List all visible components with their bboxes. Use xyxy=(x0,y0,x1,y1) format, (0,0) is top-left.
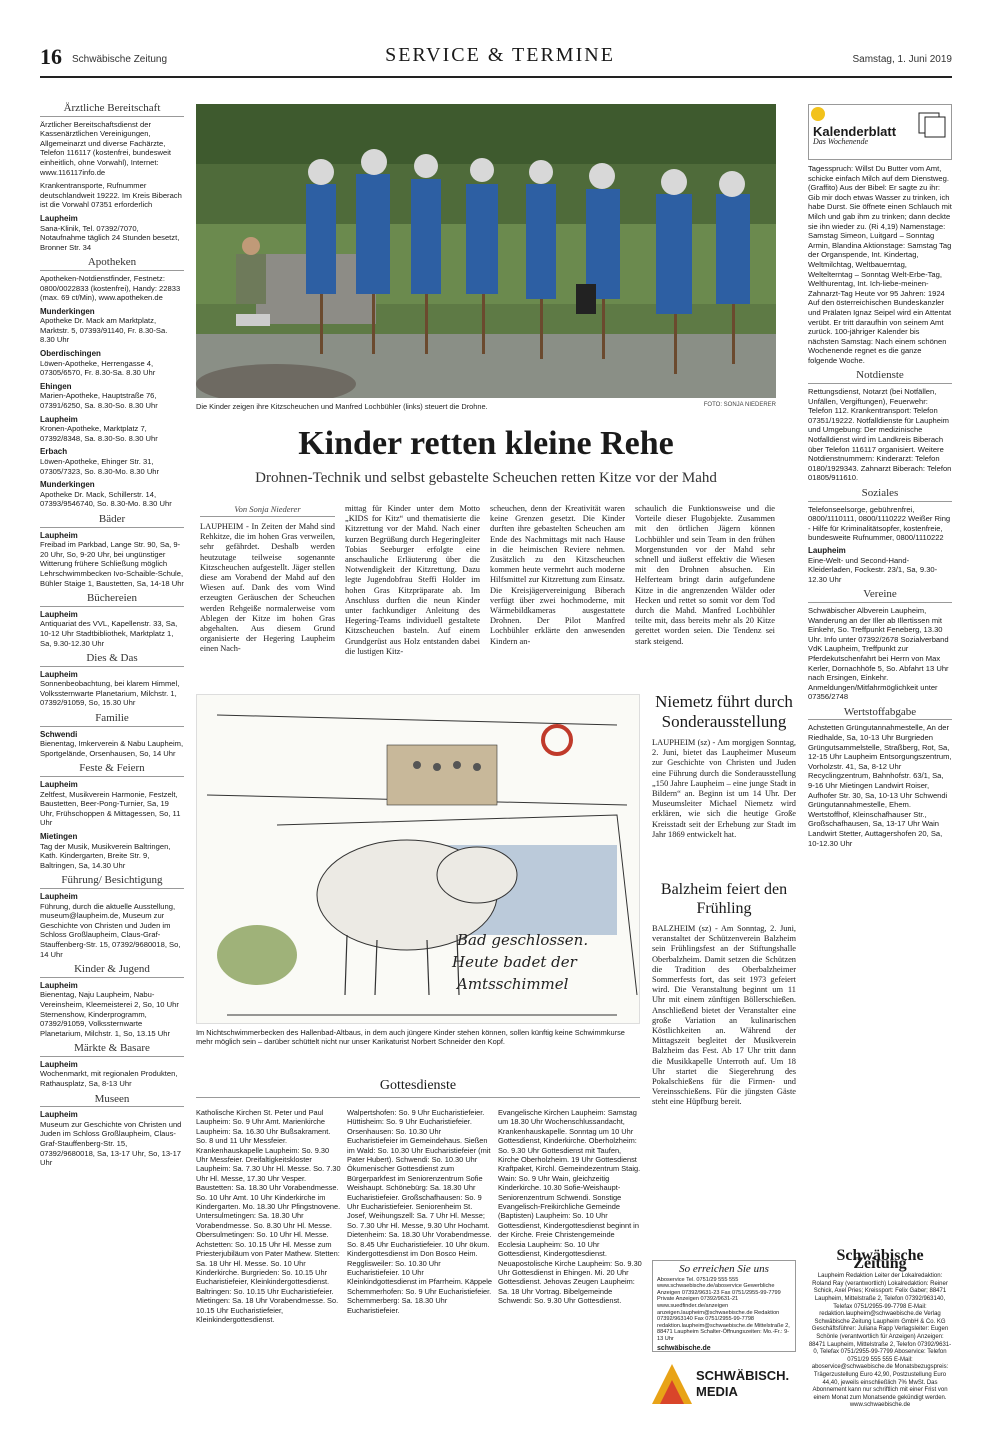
category-heading: Wertstoffabgabe xyxy=(808,708,952,721)
masthead xyxy=(40,40,952,78)
place-heading: Laupheim xyxy=(40,780,78,790)
gottesdienste-column-1: Katholische Kirchen St. Peter und Paul Laupheim: So. 9 Uhr Amt. Marienkirche Laupheim: Sa. 16.30 Uhr Bußsakrament. So. 8 und 11 Uhr Messfeier. Krankenhauskapelle Laupheim: So. 9.30 Uhr Messfeier. Dreifaltigkeitskloster Laupheim: Sa. 7.30 Uhr Hl. Messe. So. 7.30 Uhr Hl. Messe, 17.30 Uhr Vesper. Baustetten: Sa. 18.30 Uhr Vorabendmesse. So. 10 Uhr Amt. 10 Uhr Kinderkirche im Kindergarten. Mo. 18.30 Uhr Pfingstnovene. Untersulmetingen: Sa. 18.30 Uhr Vorabendmesse. So. 8.30 Uhr Hl. Messe. Obersulmetingen: So. 10 Uhr Hl. Messe. Achstetten: So. 10.15 Uhr Hl. Messe zum Priesterjubiläum von Pater Mathew. Stetten: Sa. 18 Uhr Hl. Messe. So. 10 Uhr Kinderkirche. Burgrieden: So. 10.15 Uhr Eucharistiefeier, Kleinkindergottesdienst. Baltringen: So. 10.15 Uhr Eucharistiefeier. Mietingen: Sa. 18 Uhr Vorabendmesse. So. 10.15 Uhr Eucharistiefeier, Kleinkindergottesdienst. xyxy=(196,1108,341,1324)
place-heading: Mietingen xyxy=(40,832,78,841)
place-heading: Oberdischingen xyxy=(40,349,101,359)
impressum xyxy=(808,1247,952,1410)
cartoon-scrawl-line-3: Amtsschimmel xyxy=(457,975,569,993)
cartoon xyxy=(196,694,640,1024)
listing-text: Löwen-Apotheke, Ehinger Str. 31, 07305/7323, So. 8.30-Mo. 8.30 Uhr xyxy=(40,457,160,476)
photo-caption xyxy=(196,402,776,411)
right-service-column xyxy=(808,104,952,851)
place-heading: Laupheim xyxy=(40,213,78,223)
category-heading: Ärztliche Bereitschaft xyxy=(40,104,184,117)
listing-text: Rettungsdienst, Notarzt (bei Notfällen, Unfällen, Vergiftungen), Feuerwehr: Telefon 112. Krankentransport: Telefon 07351/19222. Notfalldienste für Laupheim und Umgebung: Der medizinische Notfalldienst wird im Landkreis Biberach über Telefon 116117 organisiert. Weitere Notdienstnummern: Kinderarzt: Telefon 0180/1929343. Zahnarzt Biberach: Telefon 01805/911610. xyxy=(808,387,952,483)
caption-text: Die Kinder zeigen ihre Kitzscheuchen und Manfred Lochbühler (links) steuert die Drohne. xyxy=(196,402,488,411)
category-heading: Apotheken xyxy=(40,258,184,271)
place-heading: Ehingen xyxy=(40,381,72,391)
category-heading: Soziales xyxy=(808,489,952,502)
balzheim-headline: Balzheim feiert den Frühling xyxy=(660,881,788,917)
photo-illustration xyxy=(196,104,776,398)
photo-credit: FOTO: SONJA NIEDERER xyxy=(703,402,776,408)
cartoon-caption: Im Nichtschwimmerbecken des Hallenbad-Altbaus, in dem auch jüngere Kinder stehen können, sollen künftig keine Schwimmkurse mehr möglich sein – darüber schüttelt nicht nur unser Karikaturist Norbert Schneider den Kopf. xyxy=(196,1028,625,1047)
category-heading: Notdienste xyxy=(808,371,952,384)
listing-text: Museum zur Geschichte von Christen und Juden im Schloss Großlaupheim, Claus-Graf-Stauffenberg-Str. 15, 07392/9680018, Sa, 13-17 Uhr, So, 13-17 Uhr xyxy=(40,1119,182,1168)
cartoon-scrawl-line-1: Bad geschlossen. xyxy=(457,931,589,949)
listing-text: Ärztlicher Bereitschaftsdienst der Kassenärztlichen Vereinigungen, Allgemeinarzt und diverse Fachärzte, Telefon 116117 (kostenfrei, bundesweit einheitlich, ohne Vorwahl), Internet: www.116117info.de xyxy=(40,119,172,177)
issue-date: Samstag, 1. Juni 2019 xyxy=(852,54,952,65)
place-heading: Schwendi xyxy=(40,729,78,739)
place-heading: Munderkingen xyxy=(40,306,95,316)
kalenderblatt-title: Kalenderblatt xyxy=(813,124,897,139)
media-logo-icon xyxy=(652,1364,692,1404)
contact-box xyxy=(652,1260,796,1352)
listing-text: Antiquariat des VVL, Kapellenstr. 33, Sa, 10-12 Uhr Stadtbibliothek, Marktplatz 1, Sa, 9.30-12.30 Uhr xyxy=(40,619,178,648)
kalenderblatt-box xyxy=(808,104,952,160)
category-heading: Märkte & Basare xyxy=(40,1044,184,1057)
category-heading: Familie xyxy=(40,714,184,727)
gottesdienste-column-3: Evangelische Kirchen Laupheim: Samstag um 18.30 Uhr Wochenschlussandacht, Krankenhauskapelle. Sonntag um 10 Uhr Gottesdienst, Kinderkirche. Oberholzheim: So. 9.30 Uhr Gottesdienst mit Taufen, Kirche Oberholzheim. 19 Uhr Gottesdienst Kraftpaket, Kirchl. Gemeindezentrum Staig. Wain: So. 9 Uhr Wain, gleichzeitig Kinderkirche. 10.30 Sofie-Weishaupt-Seniorenzentrum Schwendi. Sonstige Evangelisch-Freikirchliche Gemeinde (Baptisten) Laupheim: So. 10 Uhr Gottesdienst, Kindergottesdienst beginnt in der Kirche. Freie Christengemeinde Ecclesia Laupheim: So. 10 Uhr Gottesdienst, Kindergottesdienst. Neuapostolische Kirche Laupheim: So. 9.30 Uhr Gottesdienst in Ehingen. Mi. 20 Uhr Gottesdienst. Jehovas Zeugen Laupheim: Sa. 18 Uhr Vortrag. Bibelgemeinde Schwendi: So. 9.30 Uhr Gottesdienst. xyxy=(498,1108,642,1306)
listing-text: Löwen-Apotheke, Herrengasse 4, 07305/6570, Fr. 8.30-Sa. 8.30 Uhr xyxy=(40,358,156,378)
listing-text: Sonnenbeobachtung, bei klarem Himmel, Volkssternwarte Planetarium, Milchstr. 1, 07392/91059, So, 15.30 Uhr xyxy=(40,679,180,708)
category-heading: Museen xyxy=(40,1095,184,1108)
listing-text: Sana-Klinik, Tel. 07392/7070, Notaufnahme täglich 24 Stunden besetzt, Bronner Str. 34 xyxy=(40,223,180,252)
cartoon-illustration xyxy=(197,695,640,1024)
listing-text: Führung, durch die aktuelle Ausstellung, museum@laupheim.de, Museum zur Geschichte von Christen und Juden im Schloss Großlaupheim, Claus-Graf-Stauffenberg-Str. 15, 07392/9680018, So, 14 Uhr xyxy=(40,901,181,959)
listing-text: Bienentag, Imkerverein & Nabu Laupheim, Sportgelände, Orsenhausen, So, 14 Uhr xyxy=(40,739,184,758)
article-column-2: mittag für Kinder unter dem Motto „KIDS for Kitz“ und thematisierte die Kitzrettung vor der Mahd. Nach einer kurzen Begrüßung durch Hegeringleiter Tobias Seeburger erfolgte eine anschauliche Erläuterung über die Notwendigkeit der Kitzrettung. Dazu legte Jugendobfrau Steffi Holder im hohen Gras Kitzpräparate ab. Im Anschluss durften die neun Kinder unter fachkundiger Anleitung des Hegering-Teams individuell gestaltete Kitzscheuchen basteln. Auf einem Grundgerüst aus Holz entstanden dabei die lustigen Kitz- xyxy=(345,504,480,656)
gottesdienste-title: Gottesdienste xyxy=(196,1078,640,1098)
contact-box-title: So erreichen Sie uns xyxy=(679,1263,769,1275)
category-heading: Kinder & Jugend xyxy=(40,965,184,978)
article-column-3: scheuchen, denn der Kreativität waren keine Grenzen gesetzt. Die Kinder durften ihre gebastelten Scheuchen am Ende des Nachmittags mit nach Hause in die heimischen Reviere nehmen. Zusätzlich zu den Kitzscheuchen kommen heute vermehrt auch moderne Hilfsmittel zur Kitzrettung zum Einsatz. Die Kreisjägervereinigung Biberach verfügt über zwei hochmoderne, mit Wärmebildkameras ausgestattete Drohnen. Der Pilot Manfred Lochbühler erklärte den anwesenden Kindern an- xyxy=(490,504,625,646)
sun-icon xyxy=(811,107,825,121)
article-headline: Kinder retten kleine Rehe xyxy=(298,425,674,462)
listing-text: Apotheke Dr. Mack am Marktplatz, Marktstr. 5, 07393/91140, Fr. 8.30-Sa. 8.30 Uhr xyxy=(40,316,168,345)
article-byline: Von Sonja Niederer xyxy=(200,504,335,517)
listing-text: Zeltfest, Musikverein Harmonie, Festzelt, Baustetten, Beer-Pong-Turnier, Sa, 19 Uhr, Frühschoppen & Mittagessen, So, 11 Uhr xyxy=(40,789,181,828)
website-link[interactable]: schwäbische.de xyxy=(657,1344,711,1352)
listing-text: Schwäbischer Albverein Laupheim, Wanderung an der Iller ab Illertissen mit Einkehr, So. Treffpunkt Feneberg, 13.30 Uhr. Info unter 07392/2678 Sozialverband VdK Laupheim, Treffpunkt zur Pferdekutschenfahrt bei Herrn von Max Kerler, Dornachhöfe 5, So. Abfahrt 13 Uhr nach Ersingen, Einkehr. Anmeldungen/Mitfahrmöglichkeit unter 07356/2748 xyxy=(808,605,949,702)
listing-text: Achstetten Grüngutannahmestelle, An der Riedhalde, Sa, 10-13 Uhr Burgrieden Grüngutsammelstelle, Straßberg, Rot, Sa, 12-15 Uhr Laupheim Entsorgungszentrum, Vorholzstr. 41, Sa, 8-12 Uhr Recyclingzentrum, Bahnhofstr. 63/1, Sa, 9-16 Uhr Mietingen Landwirt Roiser, Aufhofer Str. 30, Sa, 10-13 Uhr Schwendi Grüngutannahmestelle, Ehem. Wertstoffhof, Kleinschafhauser Str., Großschafhausen, Sa, 13-17 Uhr Wain Landwirt Stetter, Auttagershofen 20, Sa, 10-12.30 Uhr xyxy=(808,723,952,848)
kalenderblatt-text: Tagesspruch: Willst Du Butter vom Amt, schicke einfach Milch auf dem Dienstweg. (Graffito) Aus der Bibel: Er sagte zu ihr: Gib mir doch etwas Wasser zu trinken, ich habe Durst. Sie öffnete einen Schlauch mit Milch und gab ihm zu trinken; dann deckte sie ihn wieder zu. (Ri 4,19) Namenstage: Samstag Simeon, Luitgard – Sonntag Armin, Blandina Aktionstage: Samstag Tag der Organspende, Int. Kindertag, Weltmilchtag, Weltbauerntag, Weltelterntag – Sonntag Welt-Erbe-Tag, Welthurentag, Int. Ich-liebe-meinen-Zahnarzt-Tag Heute vor 95 Jahren: 1924 Auf den österreichischen Bundeskanzler und Prälaten Ignaz Seipel wird ein Attentat verübt. Er tritt daraufhin von seinem Amt zurück. 100-jähriger Kalender bis nächsten Samstag: Nach einem schönen Wochenende regnet es die ganze folgende Woche. xyxy=(808,164,952,365)
category-heading: Dies & Das xyxy=(40,654,184,667)
gottesdienste-column-2: Walpertshofen: So. 9 Uhr Eucharistiefeier. Hüttisheim: So. 9 Uhr Eucharistiefeier. Orsenhausen: So. 10.30 Uhr Eucharistiefeier im Gemeindehaus. Sießen im Wald: So. 10.30 Uhr Eucharistiefeier (mit Pater Hubert). Schwendi: So. 10.30 Uhr Ökumenischer Gottesdienst zum Bürgerparkfest im Seniorenzentrum Sofie Weishaupt. Schönebürg: Sa. 18.30 Uhr Eucharistiefeier. Großschafhausen: So. 9 Uhr Eucharistiefeier. Seniorenheim St. Josef, Weihungszell: Sa. 7 Uhr Hl. Messe; So. 7.30 Uhr Hl. Messe, 9.30 Uhr Hochamt. Dietenheim: Sa. 18.30 Uhr Vorabendmesse. So. 8.45 Uhr Eucharistiefeier. 10 Uhr ökum. Kindergottesdienst im Don Bosco Heim. Regglisweiler: So. 10.30 Uhr Eucharistiefeier. 10 Uhr Kleinkindgottesdienst im Pfarrheim. Käppele Schemmerhofen: So. 9 Uhr Eucharistiefeier. Schemmerberg: Sa. 18.30 Uhr Eucharistiefeier. xyxy=(347,1108,493,1315)
left-service-column xyxy=(40,104,184,1172)
place-heading: Laupheim xyxy=(40,609,78,619)
listing-text: Tag der Musik, Musikverein Baltringen, Kath. Kindergarten, Breite Str. 9, Baltringen, Sa, 14.30 Uhr xyxy=(40,841,171,870)
article-column-1: LAUPHEIM - In Zeiten der Mahd sind Rehkitze, die im hohen Gras verweilen, sehr gefährdet. Deshalb werden heutzutage teilweise sogenannte Kitzscheuchen aufgestellt. Jäger stellen diese am Vorabend der Mahd auf den Wiesen auf. Dank des vom Wind erzeugten Geräuschen der Scheuchen werden Rehgeiße normalerweise vom Ablegen der Kitze im hohen Gras abgehalten. Aus diesem Grund organisierte der Hegering Laupheim einen Nach- xyxy=(200,522,335,654)
place-heading: Laupheim xyxy=(40,1110,78,1120)
place-heading: Laupheim xyxy=(40,1059,78,1069)
listing-text: Freibad im Parkbad, Lange Str. 90, Sa, 9-20 Uhr, So, 9-20 Uhr, bei ungünstiger Witterung frühere Schließung möglich Lehrschwimmbecken Ivo-Schaible-Schule, Bühler Staige 1, Baustetten, Sa, 14-18 Uhr xyxy=(40,540,184,588)
media-logo-line-1: SCHWÄBISCH. xyxy=(696,1368,790,1383)
place-heading: Munderkingen xyxy=(40,480,95,490)
paper-name: Schwäbische Zeitung xyxy=(72,54,168,65)
place-heading: Laupheim xyxy=(40,530,78,540)
category-heading: Feste & Feiern xyxy=(40,764,184,777)
listing-text: Eine-Welt- und Second-Hand-Kleiderladen, Fockestr. 23/1, Sa, 9.30-12.30 Uhr xyxy=(808,555,938,584)
impressum-text: Laupheim Redaktion Leiter der Lokalredaktion: Roland Ray (verantwortlich) Lokalredaktion: Reiner Schick, Axel Pries; Kreissport: Felix Gaber; 88471 Laupheim, Mittelstraße 2, Telefon 07392/963140, Telefax 0751/2955-99-7798 E-Mail: redaktion.laupheim@schwaebische.de Verlag Schwäbische Zeitung Laupheim GmbH & Co. KG Geschäftsführer: Juliana Rapp Verlagsleiter: Eugen Schönle (verantwortlich für Anzeigen) Anzeigen: 88471 Laupheim, Mittelstraße 2, Telefon 07392/9631-0, Telefax 0751/2955-99-7799 Aboservice: Telefon 0751/29 555 555 E-Mail: aboservice@schwaebische.de Monatsbezugspreis: Trägerzustellung Euro 42,90, Postzustellung Euro 44,40, jeweils einschließlich 7% MwSt. Das Abonnement kann nur schriftlich mit einer Frist von einem Monat zum Monatsende gekündigt werden. www.schwaebische.de xyxy=(808,1273,952,1409)
listing-text: Kronen-Apotheke, Marktplatz 7, 07392/8348, Sa. 8.30-So. 8.30 Uhr xyxy=(40,424,158,443)
media-logo-line-2: MEDIA xyxy=(696,1384,738,1399)
listing-text: Bienentag, Naju Laupheim, Nabu-Vereinsheim, Kleemeisterei 2, So, 10 Uhr Sternenshow, Kinderprogramm, 07392/91059, Volkssternwarte Planetarium, Milchstr. 1, So, 13.15 Uhr xyxy=(40,990,179,1038)
article-column-4: schaulich die Funktionsweise und die Vorteile dieser Flugobjekte. Zusammen mit den örtlichen Jägern können Lochbühler und sein Team in den frühen Morgenstunden vor der Mahd sehr schnell und äußerst effektiv die Wiesen mit den Drohnen absuchen. Ein Helferteam bringt darin aufgefundene Kitze in die angrenzenden Wälder oder Hecken und rettet so somit vor dem Tod durch die Mahd. Manfred Lochbühler teilte mit, dass bereits mehr als 20 Kitze gerettet worden seien. Die Tendenz sei stark steigend. xyxy=(635,504,775,646)
page-number: 16 xyxy=(40,44,62,69)
section-title: SERVICE & TERMINE xyxy=(385,44,615,66)
place-heading: Laupheim xyxy=(40,891,78,901)
schwaebisch-media-logo xyxy=(652,1360,796,1410)
place-heading: Erbach xyxy=(40,447,68,457)
place-heading: Laupheim xyxy=(40,669,78,679)
listing-text: Apotheken-Notdienstfinder, Festnetz: 0800/0022833 (kostenfrei), Handy: 22833 (max. 69 ct/Min), www.apotheken.de xyxy=(40,273,181,303)
niemetz-headline: Niemetz führt durch Sonderausstellung xyxy=(655,692,793,731)
listing-text: Wochenmarkt, mit regionalen Produkten, Rathausplatz, Sa, 8-13 Uhr xyxy=(40,1069,178,1089)
listing-text: Apotheke Dr. Mack, Schillerstr. 14, 07393/9546740, So. 8.30-Mo. 8.30 Uhr xyxy=(40,489,172,509)
place-heading: Laupheim xyxy=(40,980,78,990)
category-heading: Bäder xyxy=(40,515,184,528)
listing-text: Krankentransporte, Rufnummer deutschlandweit 19222. Im Kreis Biberach ist die Vorwahl 07351 erforderlich xyxy=(40,181,182,210)
category-heading: Büchereien xyxy=(40,594,184,607)
listing-text: Marien-Apotheke, Hauptstraße 76, 07391/6250, Sa. 8.30-So. 8.30 Uhr xyxy=(40,391,158,411)
kalenderblatt-subtitle: Das Wochenende xyxy=(813,136,869,146)
article-photo xyxy=(196,104,776,398)
category-heading: Führung/ Besichtigung xyxy=(40,876,184,889)
category-heading: Vereine xyxy=(808,590,952,603)
article-subhead: Drohnen-Technik und selbst gebastelte Scheuchen retten Kitze vor der Mahd xyxy=(255,470,717,486)
cartoon-scrawl-line-2: Heute badet der xyxy=(452,953,577,971)
niemetz-text: LAUPHEIM (sz) - Am morgigen Sonntag, 2. Juni, bietet das Laupheimer Museum zur Geschichte von Christen und Juden eine Führung durch die Sonderausstellung „150 Jahre Laupheim – eine junge Stadt in Bildern“ an. Beginn ist um 14 Uhr. Der Museumsleiter Michael Niemetz wird erklären, wie sich die heutige Große Kreisstadt seit der Erhebung zur Stadt im Jahr 1869 entwickelt hat. xyxy=(652,738,796,839)
contact-box-text: Aboservice Tel. 0751/29 555 555 www.schwaebische.de/aboservice Gewerbliche Anzeigen 07392/9631-23 Fax 0751/2955-99-7799 Private Anzeigen 07392/9631-21 www.suedfinder.de/anzeigen anzeigen.laupheim@schwaebische.de Redaktion 07392/963140 Fax 0751/2955-99-7798 redaktion.laupheim@schwaebische.de Mittelstraße 2, 88471 Laupheim Schalter-Öffnungszeiten: Mo.-Fr.: 9-13 Uhr xyxy=(657,1276,790,1342)
listing-text: Telefonseelsorge, gebührenfrei, 0800/1110111, 0800/1110222 Weißer Ring - Hilfe für Kriminalitätsopfer, kostenfreie, bundesweite Rufnummer, 0800/1110222 xyxy=(808,504,951,543)
place-heading: Laupheim xyxy=(808,545,846,555)
newspaper-logo: Schwäbische Zeitung xyxy=(836,1247,924,1272)
calendar-icon xyxy=(917,109,947,139)
balzheim-text: BALZHEIM (sz) - Am Sonntag, 2. Juni, veranstaltet der Schützenverein Balzheim sein Frühlingsfest an der Stiftungshalle Oberbalzheim. Damit setzen die Schützen die Tradition des Oberbalzheimer Sommerfests fort, das seit 1973 gefeiert wird. Die Veranstaltung beginnt um 11 Uhr mit einem zünftigen Böllerschießen. Anschließend bietet der Veranstalter eine große Variation an kulinarischen Köstlichkeiten an. Während der Mittagszeit begleitet der Musikverein Balzheim das Fest. Ab 17 Uhr tritt dann die Musikkapelle Unterroth auf. Um 18 Uhr startet die Siegerehrung des Pokalschießens für die Firmen- und Vereinsschießens. Für die jüngsten Gäste steht eine Hüpfburg bereit. xyxy=(652,924,796,1107)
place-heading: Laupheim xyxy=(40,414,78,424)
